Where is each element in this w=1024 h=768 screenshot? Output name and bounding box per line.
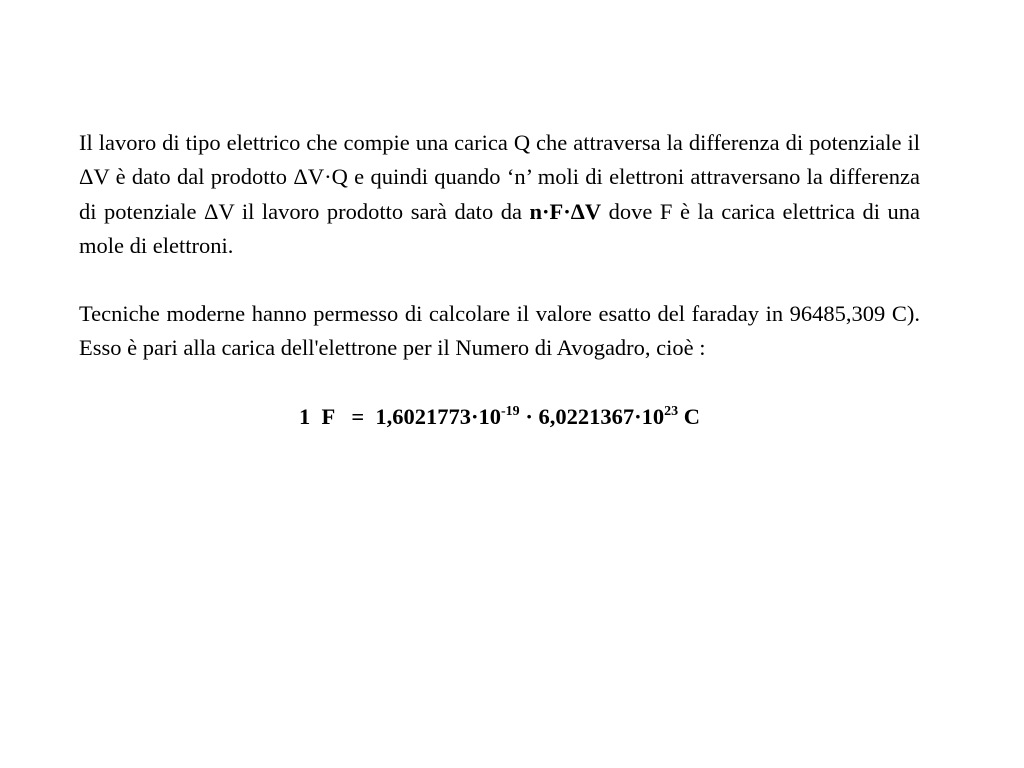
formula-nF-deltaV: n·F·ΔV xyxy=(529,198,602,224)
formula-exponent-1: -19 xyxy=(501,403,520,419)
paragraph-electric-work xyxy=(79,126,920,263)
paragraph-electric-work-tail: dove F è la carica elettrica di una mole di elettroni. xyxy=(79,198,920,258)
formula-middle: · 6,0221367·10 xyxy=(519,403,665,429)
formula-lhs: 1 F = 1,6021773·10 xyxy=(299,403,502,429)
formula-unit: C xyxy=(678,403,700,429)
faraday-formula xyxy=(79,400,920,434)
text-block xyxy=(79,126,920,434)
paragraph-faraday-value: Tecniche moderne hanno permesso di calcolare il valore esatto del faraday in 96485,309 C). Esso è pari alla carica dell'elettrone per il Numero di Avogadro, cioè : xyxy=(79,301,920,361)
formula-exponent-2: 23 xyxy=(664,403,679,419)
paragraph-electric-work-text: Il lavoro di tipo elettrico che compie una carica Q che attraversa la differenza di potenziale il ΔV è dato dal prodotto ΔV·Q e quindi quando ‘n’ moli di elettroni attraversano la differenza di potenziale ΔV il lavoro prodotto sarà dato da xyxy=(79,130,920,224)
